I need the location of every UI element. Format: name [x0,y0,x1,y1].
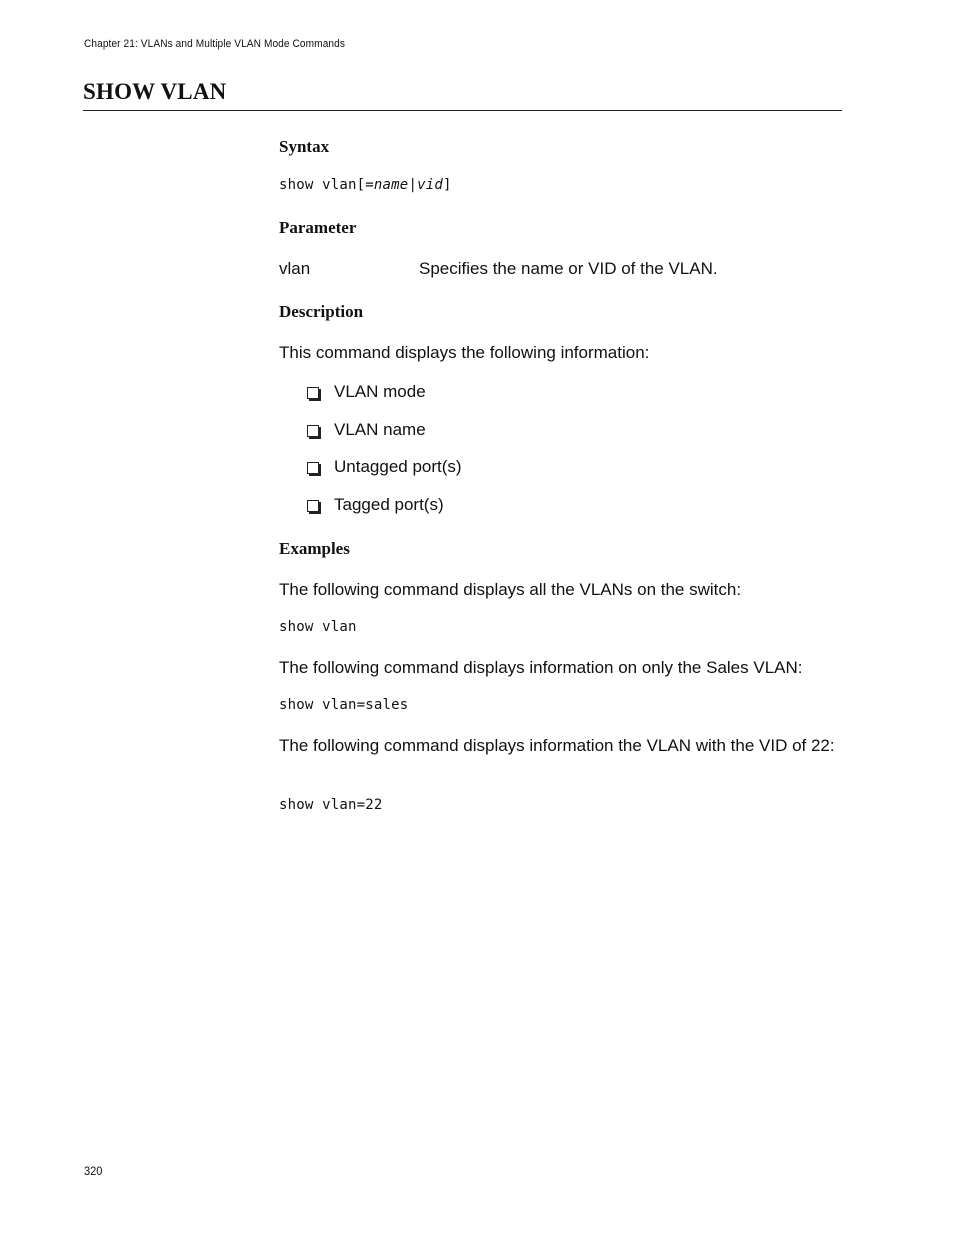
syntax-heading: Syntax [279,137,330,156]
syntax-command [279,177,452,193]
syntax-arg-vid: vid [417,177,443,193]
syntax-arg-name: name [373,177,409,193]
list-item [307,382,426,402]
example-command: show vlan=sales [279,697,409,713]
example-command: show vlan=22 [279,797,383,813]
page-number: 320 [84,1164,103,1178]
syntax-cmd-prefix: show vlan[= [279,177,374,193]
page-title: SHOW VLAN [83,79,227,104]
list-item [307,420,426,440]
title-divider [83,110,842,111]
list-item-label: Tagged port(s) [334,495,444,514]
description-intro: This command displays the following information: [279,343,650,362]
example-command: show vlan [279,619,357,635]
list-item-label: Untagged port(s) [334,457,462,476]
checkbox-bullet-icon [307,387,319,399]
parameter-name: vlan [279,259,311,278]
description-heading: Description [279,302,364,321]
running-header: Chapter 21: VLANs and Multiple VLAN Mode Commands [84,38,346,50]
checkbox-bullet-icon [307,462,319,474]
parameter-heading: Parameter [279,218,357,237]
example-text: The following command displays information the VLAN with the VID of 22: [279,736,835,755]
syntax-cmd-suffix: ] [442,177,452,193]
list-item-label: VLAN name [334,420,426,439]
example-text: The following command displays information on only the Sales VLAN: [279,658,803,677]
example-text: The following command displays all the VLANs on the switch: [279,580,742,599]
checkbox-bullet-icon [307,500,319,512]
syntax-separator: | [408,177,418,193]
checkbox-bullet-icon [307,425,319,437]
list-item-label: VLAN mode [334,382,426,401]
list-item [307,457,462,477]
parameter-description: Specifies the name or VID of the VLAN. [419,259,718,278]
examples-heading: Examples [279,539,350,558]
list-item [307,495,444,515]
